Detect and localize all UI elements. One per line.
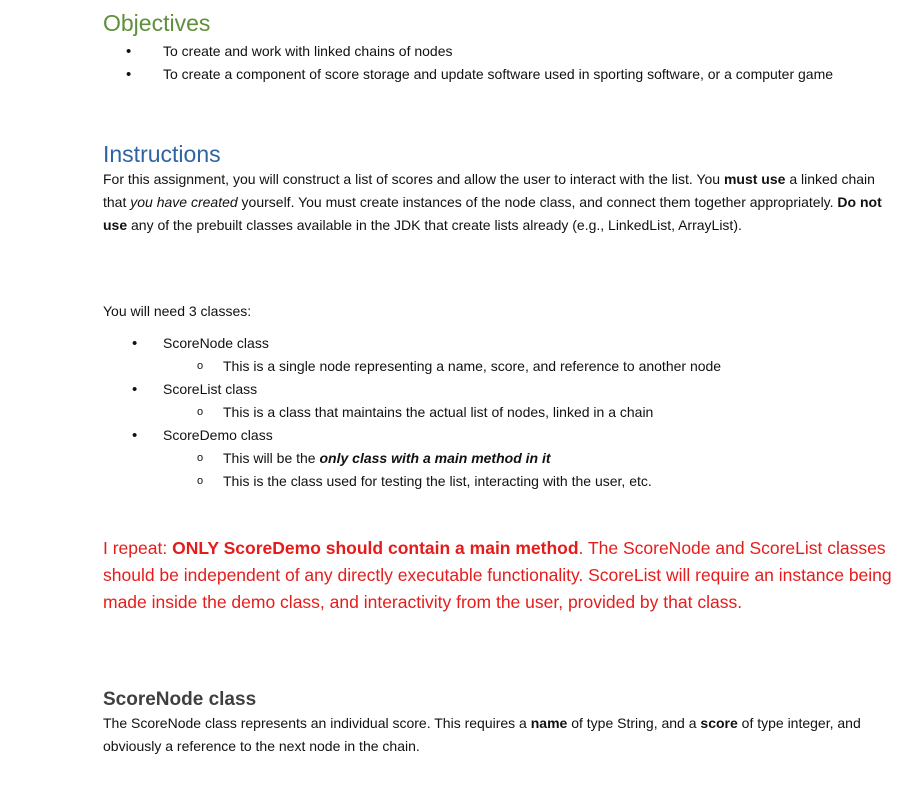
class-subitem: This is a single node representing a name, score, and reference to another node <box>223 358 722 374</box>
objectives-heading: Objectives <box>103 10 211 36</box>
sub-bullet-icon: o <box>197 452 204 464</box>
bullet-icon: • <box>132 335 138 352</box>
class-item-scoredemo: ScoreDemo class <box>163 427 273 443</box>
class-item-scorelist: ScoreList class <box>163 381 258 397</box>
objective-item: To create and work with linked chains of nodes <box>163 43 453 59</box>
scorenode-paragraph: The ScoreNode class represents an individual score. This requires a name of type String, and a score of type integer, and obviously a reference to the next node in the chain. <box>103 715 861 754</box>
sub-bullet-icon: o <box>197 360 204 372</box>
classes-intro: You will need 3 classes: <box>103 303 252 319</box>
bullet-icon: • <box>126 66 132 83</box>
instructions-heading: Instructions <box>103 141 221 167</box>
class-subitem: This will be the only class with a main method in it <box>223 450 551 466</box>
sub-bullet-icon: o <box>197 475 204 487</box>
objective-item: To create a component of score storage and update software used in sporting software, or a computer game <box>163 66 834 82</box>
scorenode-heading: ScoreNode class <box>103 689 257 710</box>
class-subitem: This is a class that maintains the actual list of nodes, linked in a chain <box>223 404 654 420</box>
class-subitem: This is the class used for testing the list, interacting with the user, etc. <box>223 473 652 489</box>
class-item-scorenode: ScoreNode class <box>163 335 269 351</box>
bullet-icon: • <box>132 427 138 444</box>
bullet-icon: • <box>132 381 138 398</box>
warning-paragraph: I repeat: ONLY ScoreDemo should contain a main method. The ScoreNode and ScoreList classes should be independent of any directly executable functionality. ScoreList will require an instance being made inside the demo class, and interactivity from the user, provided by that class. <box>103 538 892 612</box>
instructions-paragraph: For this assignment, you will construct a list of scores and allow the user to interact with the list. You must use a linked chain that you have created yourself. You must create instances of the node class, and connect them together appropriately. Do not use any of the prebuilt classes available in the JDK that create lists already (e.g., LinkedList, ArrayList). <box>103 171 882 233</box>
sub-bullet-icon: o <box>197 406 204 418</box>
bullet-icon: • <box>126 43 132 60</box>
